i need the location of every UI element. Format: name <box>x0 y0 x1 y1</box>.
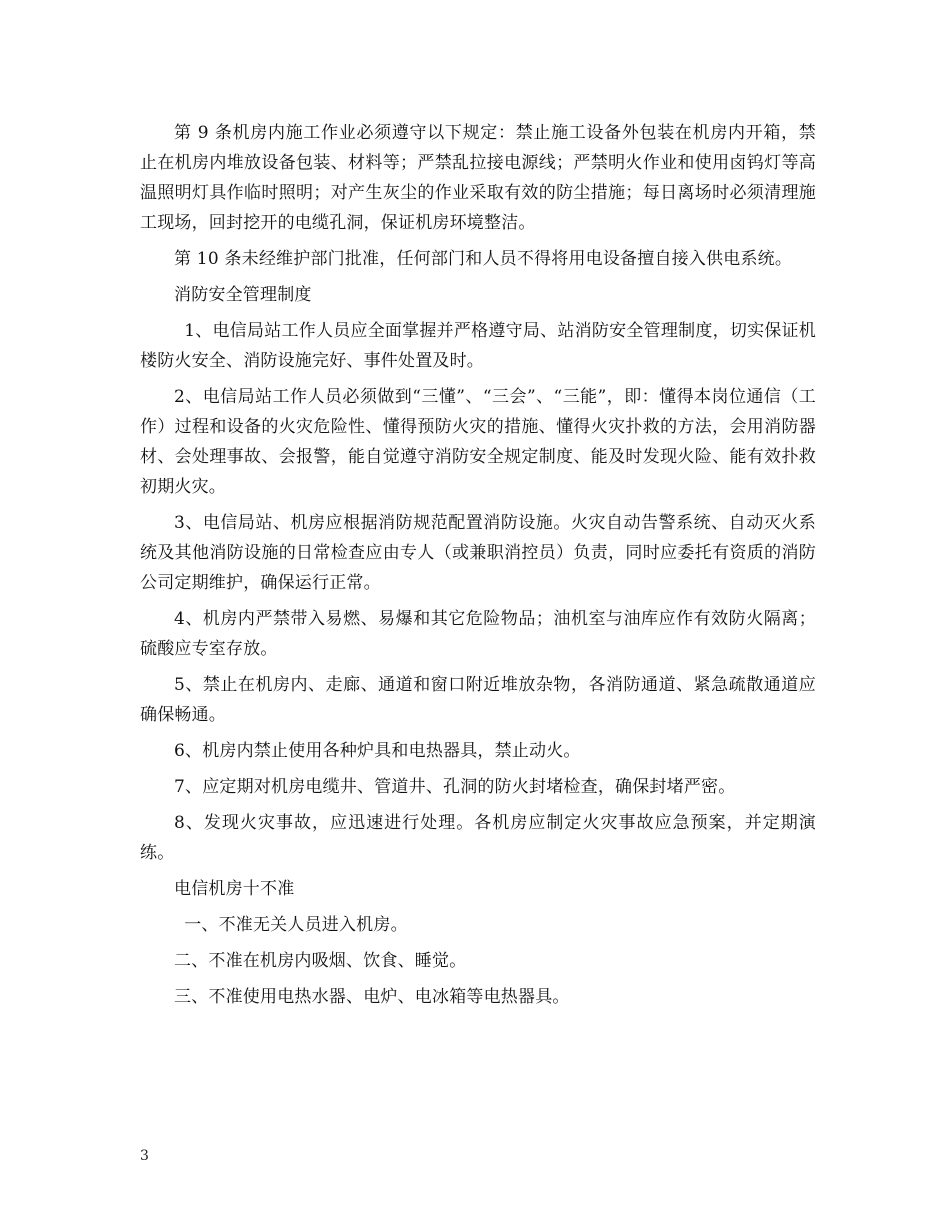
section-heading-fire-safety: 消防安全管理制度 <box>174 285 312 305</box>
paragraph-fire-rule-7: 7、应定期对机房电缆井、管道井、孔洞的防火封堵检查，确保封堵严密。 <box>174 777 736 797</box>
paragraph-prohibition-1: 一、不准无关人员进入机房。 <box>184 915 408 935</box>
page-number: 3 <box>140 1148 149 1164</box>
paragraph-fire-rule-5: 5、禁止在机房内、走廊、通道和窗口附近堆放杂物，各消防通道、紧急疏散通道应确保畅通。 <box>140 675 816 725</box>
section-heading-ten-prohibitions: 电信机房十不准 <box>174 879 295 899</box>
paragraph-fire-rule-6: 6、机房内禁止使用各种炉具和电热器具，禁止动火。 <box>174 741 581 761</box>
paragraph-article-9: 第 9 条机房内施工作业必须遵守以下规定：禁止施工设备外包装在机房内开箱，禁 止在机房内堆放设备包装、材料等；严禁乱拉接电源线；严禁明火作业和使用卤钨灯等高温照明灯具作临时照明；对产生灰尘的作业采取有效的防尘措施；每日离场时必须清理施工现场，回封挖开的电缆孔洞，保证机房环境整洁。 <box>140 123 816 233</box>
document-body <box>140 118 816 1012</box>
paragraph-prohibition-2: 二、不准在机房内吸烟、饮食、睡觉。 <box>174 951 467 971</box>
paragraph-fire-rule-1: 1、电信局站工作人员应全面掌握并严格遵守局、站消防安全管理制度，切实保证机楼防火安全、消防设施完好、事件处置及时。 <box>140 321 816 371</box>
paragraph-prohibition-3: 三、不准使用电热水器、电炉、电冰箱等电热器具。 <box>174 987 570 1007</box>
paragraph-fire-rule-3: 3、电信局站、机房应根据消防规范配置消防设施。火灾自动告警系统、自动灭火系统及其他消防设施的日常检查应由专人（或兼职消控员）负责，同时应委托有资质的消防公司定期维护，确保运行正常。 <box>140 513 816 593</box>
paragraph-fire-rule-2: 2、电信局站工作人员必须做到“三懂”、“三会”、“三能”，即：懂得本岗位通信（工作）过程和设备的火灾危险性、懂得预防火灾的措施、懂得火灾扑救的方法，会用消防器材、会处理事故、会报警，能自觉遵守消防安全规定制度、能及时发现火险、能有效扑救初期火灾。 <box>140 387 816 497</box>
paragraph-fire-rule-8: 8、发现火灾事故，应迅速进行处理。各机房应制定火灾事故应急预案，并定期演练。 <box>140 813 816 863</box>
paragraph-fire-rule-4: 4、机房内严禁带入易燃、易爆和其它危险物品；油机室与油库应作有效防火隔离；硫酸应专室存放。 <box>140 609 816 659</box>
paragraph-article-10: 第 10 条未经维护部门批准，任何部门和人员不得将用电设备擅自接入供电系统。 <box>174 249 793 269</box>
